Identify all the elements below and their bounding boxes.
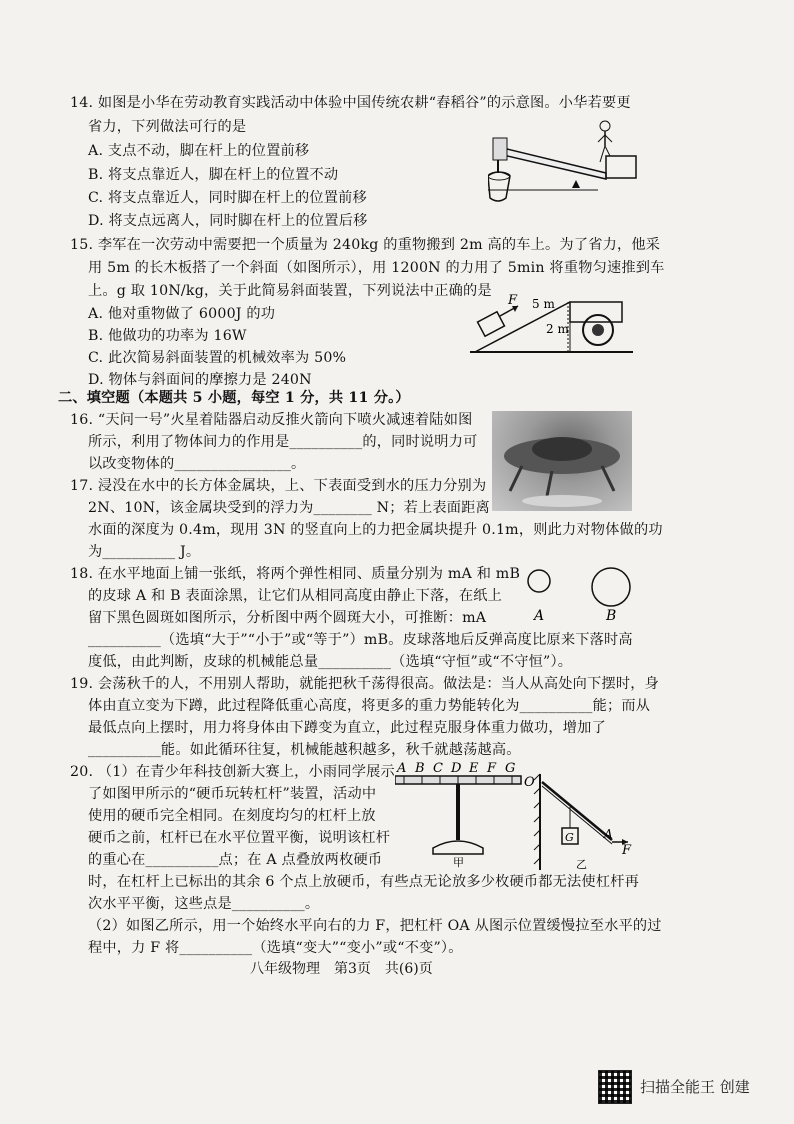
q14-stem-line2: 省力，下列做法可行的是 [88,119,247,135]
q18-line3: 留下黑色圆斑如图所示，分析图中两个圆斑大小，可推断：mA [88,610,487,626]
q17-line4: 为__________ J。 [88,544,201,560]
section2-heading: 二、填空题（本题共 5 小题，每空 1 分，共 11 分。） [58,390,410,406]
q15-option-d: D. 物体与斜面间的摩擦力是 240N [88,372,312,388]
lever-point-d: D [451,761,462,776]
q15-height-label: 2 m [546,322,569,336]
lever-point-a: A [397,761,407,776]
q17-line1: 17. 浸没在水中的长方体金属块，上、下表面受到水的压力分别为 [70,478,487,494]
q16-line1: 16. “天问一号”火星着陆器启动反推火箭向下喷火减速着陆如图 [70,412,473,428]
q15-option-b: B. 他做功的功率为 16W [88,328,247,344]
q19-line1: 19. 会荡秋千的人，不用别人帮助，就能把秋千荡得很高。做法是：当人从高处向下摆时，身 [70,676,659,692]
scanner-watermark: 扫描全能王 创建 [640,1078,750,1096]
qr-code-icon [598,1070,632,1104]
q15-incline-figure [470,290,635,362]
q19-line3: 最低点向上摆时，用力将身体由下蹲变为直立，此过程克服身体重力做功，增加了 [88,720,606,736]
q17-line3: 水面的深度为 0.4m，现用 3N 的竖直向上的力把金属块提升 0.1m，则此力对物体做的功 [88,522,663,538]
q20-line2: 了如图甲所示的“硬币玩转杠杆”装置，活动中 [88,786,377,802]
q18-line4: __________（选填“大于”“小于”或“等于”）mB。皮球落地后反弹高度比原来下落时高 [88,632,633,648]
pivot-o-label: O [524,775,535,790]
q15-option-c: C. 此次简易斜面装置的机械效率为 50% [88,350,347,366]
q14-pestle-figure [488,118,638,213]
q15-force-label: F [508,293,518,308]
q14-stem-line1: 14. 如图是小华在劳动教育实践活动中体验中国传统农耕“舂稻谷”的示意图。小华若要更 [70,95,631,111]
fig-yi-label: 乙 [576,858,587,871]
q15-stem-line3: 上。g 取 10N/kg，关于此简易斜面装置，下列说法中正确的是 [88,283,492,299]
q20-line7: 次水平平衡，这些点是__________。 [88,896,320,912]
q16-line3: 以改变物体的________________。 [88,456,306,472]
q20-line5: 的重心在__________点；在 A 点叠放两枚硬币 [88,852,383,868]
q20-line1: 20. （1）在青少年科技创新大赛上，小雨同学展示 [70,764,395,780]
q20-line9: 程中，力 F 将__________（选填“变大”“变小”或“不变”）。 [88,940,463,956]
q18-line1: 18. 在水平地面上铺一张纸，将两个弹性相同、质量分别为 mA 和 mB [70,566,521,582]
q14-option-a: A. 支点不动，脚在杆上的位置前移 [88,143,310,159]
q15-stem-line1: 15. 李军在一次劳动中需要把一个质量为 240kg 的重物搬到 2m 高的车上。为了省力，他采 [70,237,661,253]
q20-lever-figure-jia [395,758,530,868]
q20-line6: 时，在杠杆上已标出的其余 6 个点上放硬币，有些点无论放多少枚硬币都无法使杠杆再 [88,874,639,890]
q19-line2: 体由直立变为下蹲，此过程降低重心高度，将更多的重力势能转化为__________能；而从 [88,698,651,714]
q15-length-label: 5 m [532,297,555,311]
force-f-label: F [622,843,632,858]
lever-point-f: F [487,761,497,776]
q20-lever-figure-yi [520,770,640,875]
q14-option-d: D. 将支点远离人，同时脚在杆上的位置后移 [88,213,368,229]
mars-lander-photo [492,411,632,511]
fig-jia-label: 甲 [453,856,464,868]
q20-line3: 使用的硬币完全相同。在刻度均匀的杠杆上放 [88,808,376,824]
lever-point-e: E [469,761,479,776]
page-footer: 八年级物理 第3页 共(6)页 [250,961,433,977]
weight-g-label: G [565,831,574,844]
lever-point-b: B [415,761,425,776]
q18-spots-figure [525,565,635,625]
q17-line2: 2N、10N，该金属块受到的浮力为________ N；若上表面距离 [88,500,490,516]
q20-line8: （2）如图乙所示，用一个始终水平向右的力 F，把杠杆 OA 从图示位置缓慢拉至水平的过 [88,918,662,934]
q18-label-b: B [606,608,617,624]
q18-label-a: A [534,608,545,624]
q14-option-b: B. 将支点靠近人，脚在杆上的位置不动 [88,167,339,183]
q15-stem-line2: 用 5m 的长木板搭了一个斜面（如图所示），用 1200N 的力用了 5min 将重物匀速推到车 [88,260,665,276]
lever-point-g: G [505,761,516,776]
lever-point-c: C [433,761,443,776]
q18-line5: 度低，由此判断，皮球的机械能总量__________（选填“守恒”或“不守恒”）。 [88,654,573,670]
q14-option-c: C. 将支点靠近人，同时脚在杆上的位置前移 [88,190,367,206]
q19-line4: __________能。如此循环往复，机械能越积越多，秋千就越荡越高。 [88,742,521,758]
end-a-label: A [604,827,613,841]
q15-option-a: A. 他对重物做了 6000J 的功 [88,306,276,322]
q20-line4: 硬币之前，杠杆已在水平位置平衡，说明该杠杆 [88,830,391,846]
q18-line2: 的皮球 A 和 B 表面涂黑，让它们从相同高度由静止下落，在纸上 [88,588,502,604]
q16-line2: 所示，利用了物体间力的作用是__________的，同时说明力可 [88,434,478,450]
